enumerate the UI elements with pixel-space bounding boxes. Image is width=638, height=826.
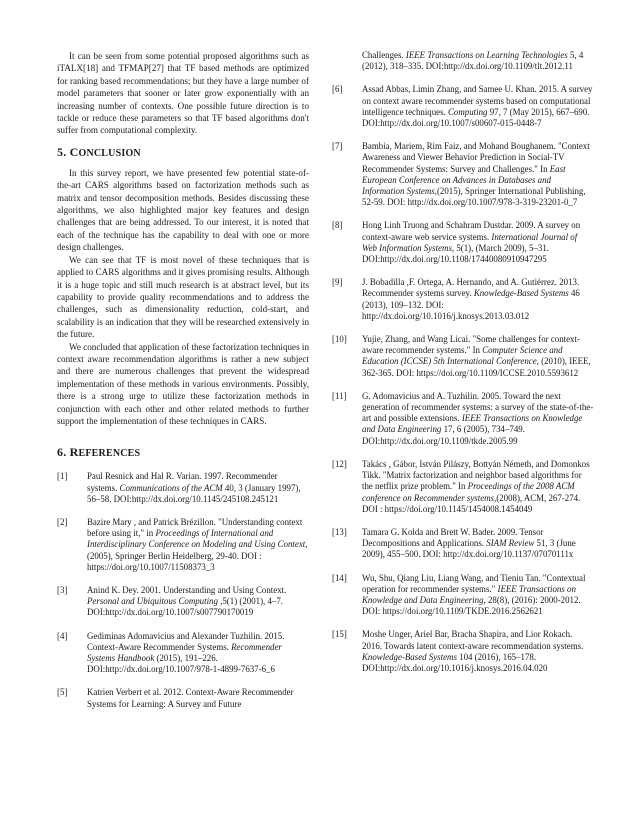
reference-details: 5, 4 (2012), 318–335. DOI:http://dx.doi.org/10.1109/tlt.2012.11 (362, 50, 584, 72)
reference-item (332, 141, 594, 208)
reference-item (57, 517, 309, 573)
reference-text: Anind K. Dey. 2001. Understanding and Using Context. (87, 585, 287, 595)
reference-text: Assad Abbas, Limin Zhang, and Samee U. Khan. 2015. A survey on context aware recommender systems based on computational intelligence techniques. (362, 84, 593, 117)
reference-number: [13] (332, 526, 347, 537)
reference-number: [15] (332, 629, 347, 640)
conclusion-title-rest: ONCLUSION (78, 147, 141, 159)
reference-text: G. Adomavicius and A. Tuzhilin. 2005. Toward the next generation of recommender systems: a survey of the state-of-the-art and possible extensions. (362, 390, 594, 424)
reference-details: 46 (2013), 109–132. DOI: http://dx.doi.org/10.1016/j.knosys.2013.03.012 (362, 288, 580, 321)
reference-details: (2008), ACM, 267-274. DOI : https://doi.org/10.1145/1454008.1454049 (362, 492, 581, 514)
right-column (332, 50, 594, 674)
reference-item (332, 391, 594, 447)
reference-text: Katrien Verbert et al. 2012. Context-Aware Recommender Systems for Learning: A Survey and Future (87, 687, 294, 709)
reference-text: Hong Linh Truong and Schahram Dustdar. 2009. A survey on context-aware web service systems. (362, 220, 581, 242)
reference-number: [14] (332, 572, 347, 583)
reference-text: Paul Resnick and Hal R. Varian. 1997. Recommender systems. (87, 471, 278, 493)
reference-text: J. Bobadilla ,F. Ortega, A. Hernando, and A. Gutiérrez. 2013. Recommender systems survey. (362, 277, 580, 299)
reference-list-left (57, 471, 309, 709)
reference-details: (2010), IEEE, 362-365. DOI: https://doi.org/10.1109/ICCSE.2010.5593612 (362, 356, 591, 378)
reference-number (332, 50, 362, 72)
reference-text: Tamara G. Kolda and Brett W. Bader. 2009. Tensor Decompositions and Applications. (362, 526, 544, 549)
reference-number: [10] (332, 334, 347, 345)
reference-venue: Proceedings of International and Interdisciplinary Conference on Modeling and Using Context, (87, 528, 308, 550)
reference-text: Moshe Unger, Ariel Bar, Bracha Shapira, and Lior Rokach. 2016. Towards latent context-aware recommendation systems. (362, 629, 584, 651)
reference-venue: Personal and Ubiquitous Computing (87, 596, 218, 607)
reference-venue: East European Conference on Advances in Databases and Information Systems, (362, 163, 566, 197)
reference-details: 5(1), (March 2009), 5–31. DOI:http://dx.doi.org/10.1108/17440080910947295 (362, 242, 550, 265)
reference-item (57, 471, 309, 505)
reference-item (332, 527, 594, 561)
reference-list-right (332, 50, 594, 674)
reference-number: [3] (57, 585, 68, 595)
conclusion-paragraph-2: We can see that TF is most novel of these techniques that is applied to CARS algorithms and it gives promising results. Although it is a huge topic and still much research is at abstract level, but its capability to provide quality recommendations and to address the challenges, such as dimensionality reduction, cold-start, and scalability is an indication that they will be researched extensively in the future. (57, 254, 309, 340)
reference-item (332, 84, 594, 129)
reference-venue: SIAM Review (486, 538, 535, 549)
reference-text: Challenges. (362, 50, 406, 60)
reference-item (332, 459, 594, 515)
reference-item (332, 277, 594, 322)
reference-details: 28(8), (2016): 2000-2012. DOI: https://doi.org/10.1109/TKDE.2016.2562621 (362, 594, 581, 617)
reference-venue: Communications of the ACM (119, 482, 223, 493)
reference-venue: Computing (448, 106, 488, 117)
reference-number: [9] (332, 277, 343, 288)
reference-text: Bambia, Mariem, Rim Faiz, and Mohand Boughanem. "Context Awareness and Viewer Behavior Prediction in Social-TV Recommender Systems: Survey and Challenges." In (362, 141, 590, 174)
reference-number: [2] (57, 516, 68, 527)
left-column (57, 50, 309, 710)
reference-number: [6] (332, 84, 343, 95)
references-number: 6. (57, 445, 67, 460)
reference-item (332, 50, 594, 72)
conclusion-heading (57, 145, 309, 161)
references-title-first: R (69, 445, 79, 460)
reference-number: [1] (57, 471, 68, 482)
reference-number: [4] (57, 630, 68, 641)
reference-item (57, 631, 309, 676)
reference-number: [5] (57, 687, 68, 698)
reference-details: 51, 3 (June 2009), 455–500. DOI: http://dx.doi.org/10.1137/07070111x (362, 538, 576, 560)
reference-details: (2015), 191–226. DOI:http://dx.doi.org/10.1007/978-1-4899-7637-6_6 (87, 653, 275, 675)
reference-item (332, 573, 594, 618)
reference-venue: IEEE Transactions on Knowledge and Data Engineering (362, 413, 583, 435)
reference-item (57, 585, 309, 619)
conclusion-paragraph-3: We concluded that application of these factorization techniques in context aware recommendation algorithms is rather a new subject and there are numerous challenges that prevent the widespread implementation of these methods in various environments. Possibly, there is a strong urge to utilize these factorization methods in conjunction with each other and other related methods to further support the implementation of these techniques in CARS. (57, 341, 309, 426)
reference-details: (2005), Springer Berlin Heidelberg, 29-40. DOI : https://doi.org/10.1007/11508373_3 (87, 550, 262, 572)
references-heading (57, 445, 309, 461)
reference-text: Yujie, Zhang, and Wang Licai. "Some challenges for context-aware recommender systems." In (362, 334, 580, 356)
reference-details: 104 (2016), 165–178. DOI:http://dx.doi.org/10.1016/j.knosys.2016.04.020 (362, 651, 548, 673)
reference-details: 97, 7 (May 2015), 667–690. DOI:http://dx.doi.org/10.1007/s00607-015-0448-7 (362, 106, 590, 129)
reference-venue: Knowledge-Based Systems (473, 288, 569, 299)
reference-text: Wu, Shu, Qiang Liu, Liang Wang, and Tieniu Tan. "Contextual operation for recommender systems." (362, 572, 586, 594)
conclusion-paragraph-1: In this survey report, we have presented few potential state-of-the-art CARS algorithms based on factorization methods such as matrix and tensor decomposition methods. Besides discussing these algorithms, we also highlighted major key features and design challenges that are being addressed. To our interest, it is noted that each of the technique has the capability to deal with one or more design challenges. (57, 167, 309, 253)
reference-item (332, 334, 594, 379)
reference-venue: Proceedings of the 2008 ACM conference on Recommender systems, (362, 481, 575, 503)
reference-venue: Computer Science and Education (ICCSE) 5th International Conference, (362, 345, 563, 367)
reference-details: 40, 3 (January 1997), 56–58. DOI:http://dx.doi.org/10.1145/245108.245121 (87, 482, 301, 504)
reference-details: ,5(1) (2001), 4–7. DOI:http://dx.doi.org/10.1007/s007790170019 (87, 596, 283, 618)
reference-details: (2015), Springer International Publishing, 52-59. DOI: http://dx.doi.org/10.1007/978-3-319-23201-0_7 (362, 186, 586, 208)
reference-text: Takács , Gábor, István Pilászy, Bottyán Németh, and Domonkos Tikk. "Matrix factorization and neighbor based algorithms for the netflix prize problem." In (362, 458, 590, 492)
reference-venue: IEEE Transactions on Knowledge and Data Engineering, (362, 583, 576, 605)
reference-number: [7] (332, 141, 343, 152)
reference-number: [11] (332, 390, 347, 401)
reference-text: Bazire Mary , and Patrick Brézillon. "Understanding context before using it," in (87, 516, 303, 539)
reference-number: [12] (332, 458, 347, 469)
reference-venue: IEEE Transactions on Learning Technologies (405, 50, 568, 60)
conclusion-number: 5. (57, 144, 67, 159)
references-title-rest: EFERENCES (78, 448, 141, 460)
reference-venue: International Journal of Web Information Systems, (362, 231, 578, 253)
reference-item (332, 220, 594, 265)
intro-paragraph: It can be seen from some potential proposed algorithms such as iTALX[18] and TFMAP[27] that TF based methods are optimized for ranking based recommendations; but they have a large number of model parameters that sooner or later grow exponentially with an increasing number of contexts. One possible future direction is to tackle or reduce these parameters so that TF based algorithms don't suffer from computational complexity. (57, 51, 309, 136)
reference-text: Gediminas Adomavicius and Alexander Tuzhilin. 2015. Context-Aware Recommender Systems. (87, 630, 285, 652)
conclusion-title-first: C (69, 144, 79, 159)
reference-item (57, 687, 309, 709)
reference-number: [8] (332, 220, 343, 231)
reference-venue: Knowledge-Based Systems (362, 651, 457, 662)
reference-item (332, 629, 594, 674)
reference-details: 17, 6 (2005), 734–749. DOI:http://dx.doi.org/10.1109/tkde.2005.99 (362, 424, 525, 446)
reference-venue: Recommender Systems Handbook (87, 641, 282, 664)
